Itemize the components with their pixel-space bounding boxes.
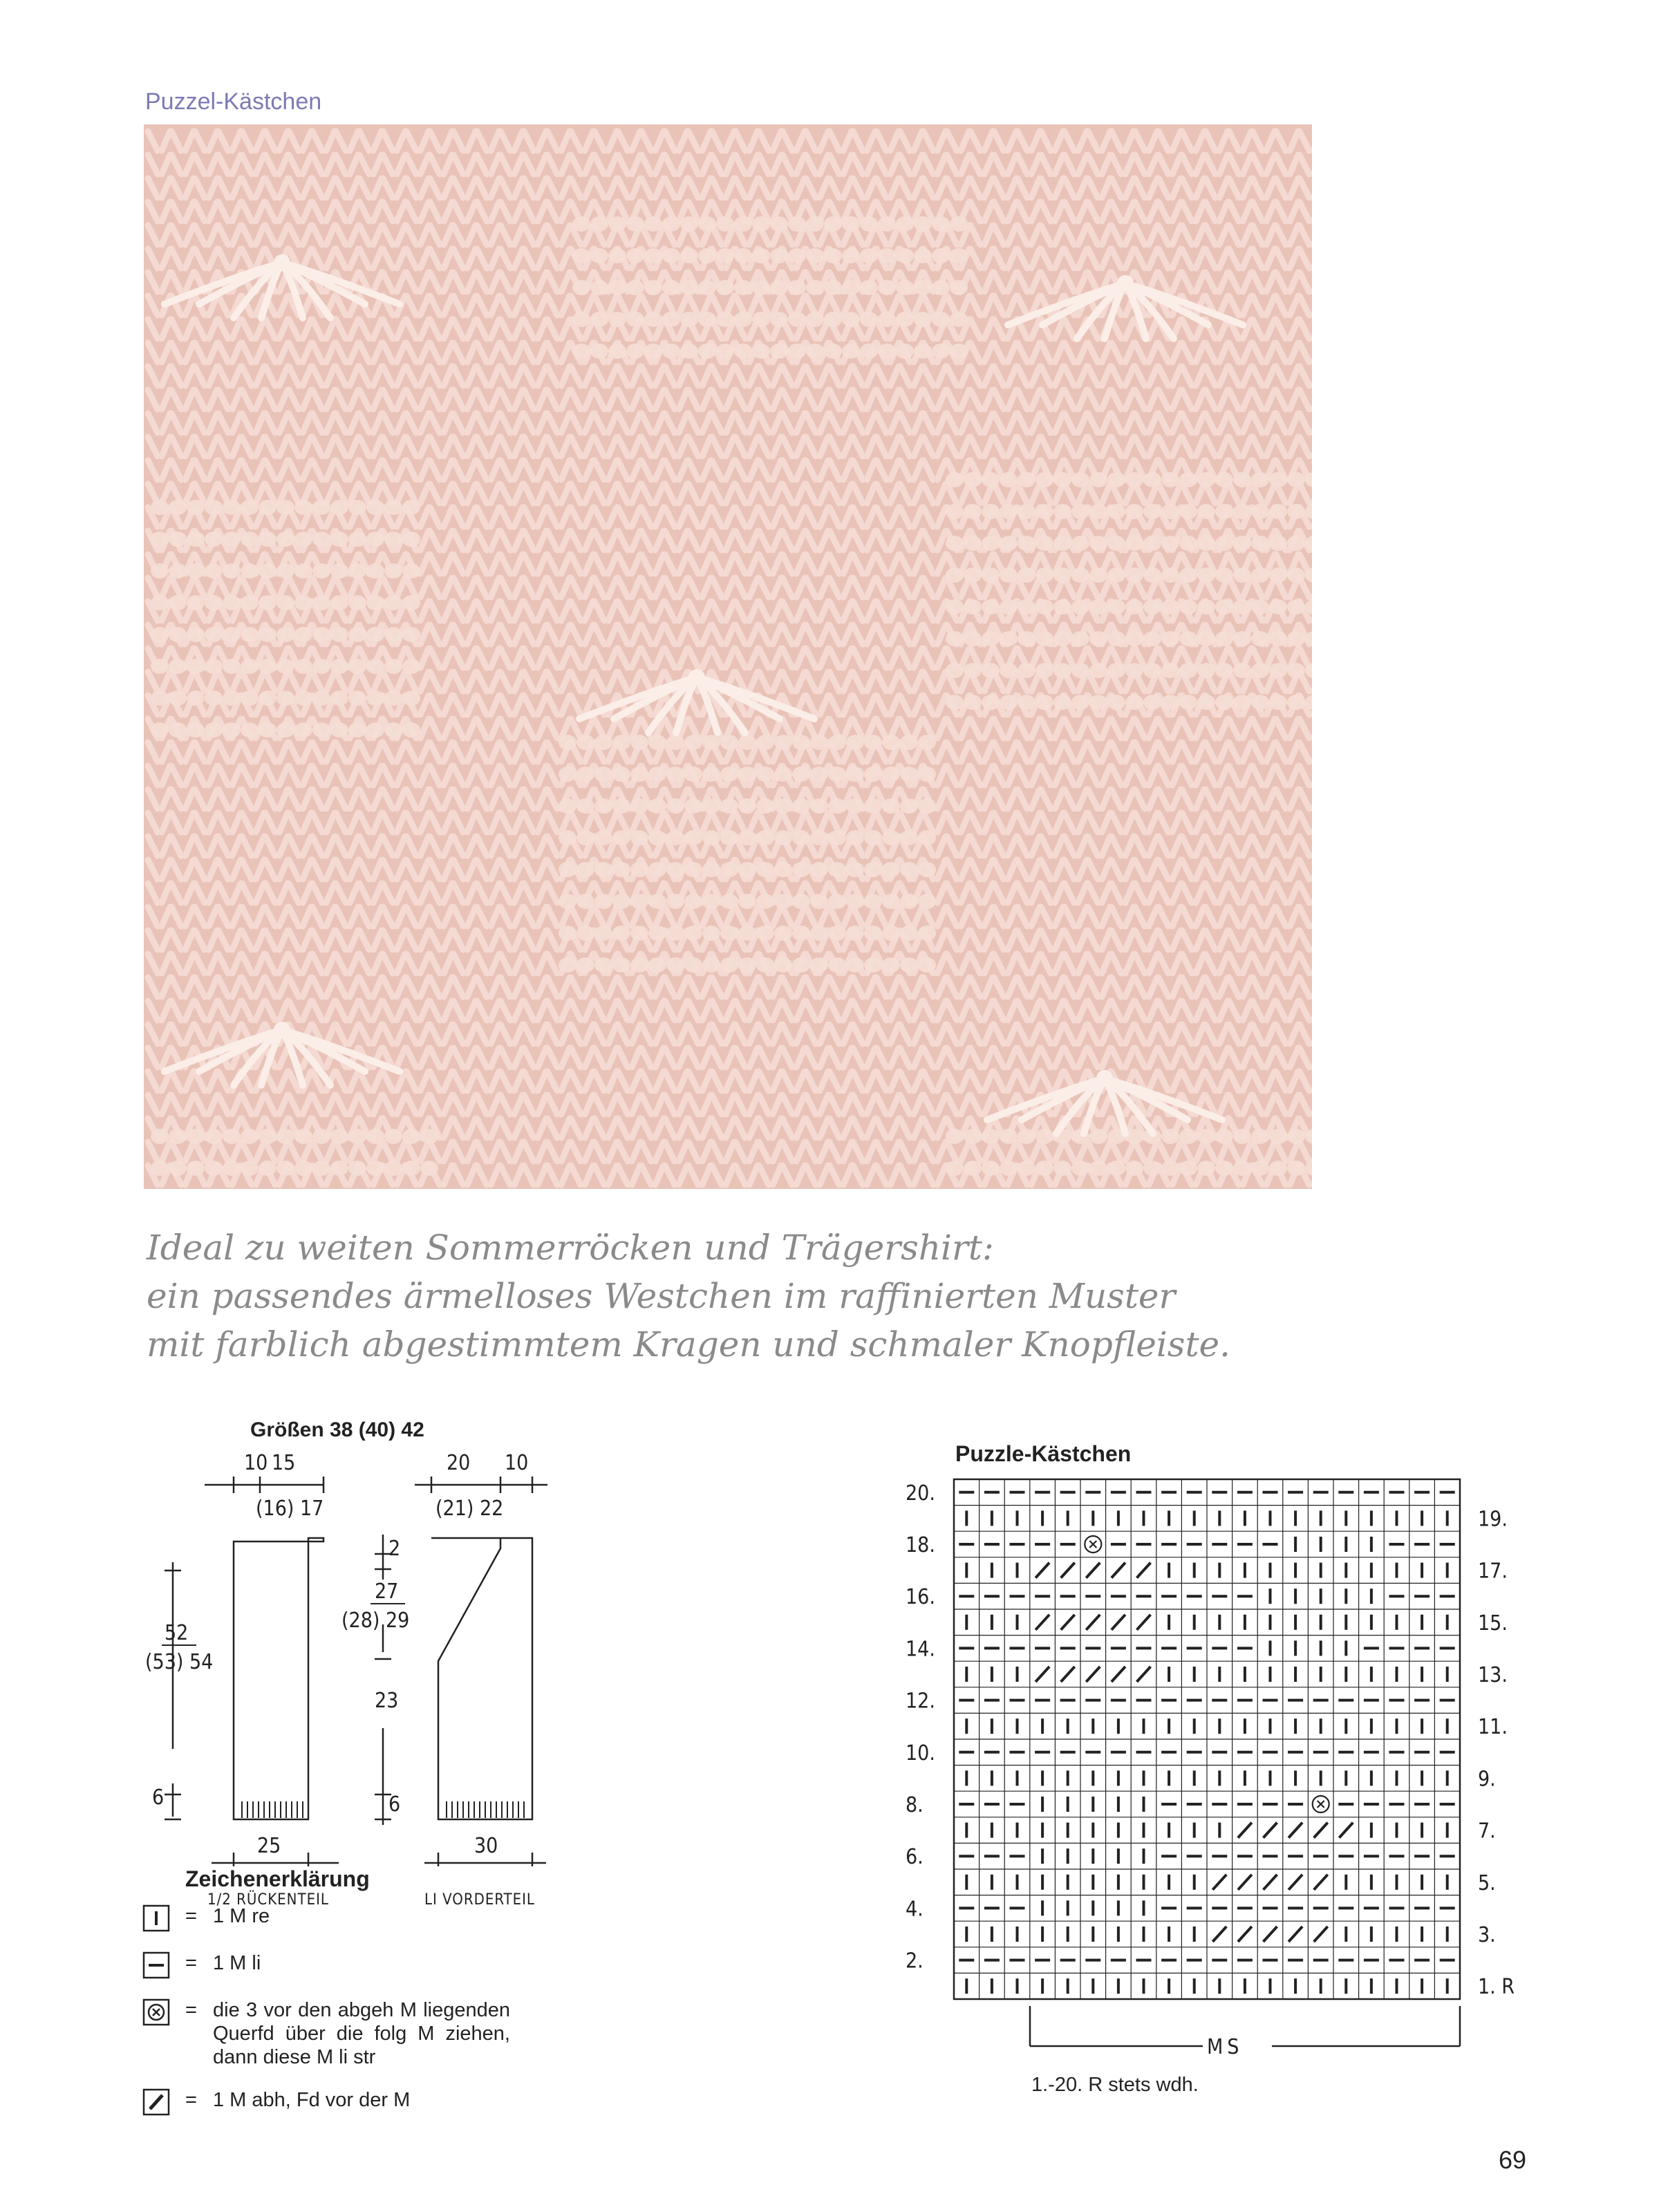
- chart-row-label: 4.: [906, 1897, 924, 1922]
- slip-stitch-icon: [1264, 1927, 1277, 1942]
- slip-stitch-icon: [1212, 1927, 1226, 1942]
- back-height-sizes: (53) 54: [145, 1650, 214, 1674]
- symbol-legend: [142, 1904, 529, 2135]
- garment-schematic: [145, 1452, 574, 1866]
- chart-row-label: 1. R: [1478, 1975, 1515, 2000]
- front-armhole-sizes: (28) 29: [341, 1609, 410, 1633]
- slip-stitch-icon: [1086, 1615, 1100, 1630]
- front-bottom-measure: 30: [474, 1834, 498, 1858]
- legend-purl-text: 1 M li: [213, 1952, 261, 1974]
- chart-right-row-labels: [1478, 1507, 1515, 1999]
- front-ribbing: [447, 1801, 524, 1818]
- slip-stitch-icon: [1112, 1667, 1125, 1682]
- back-piece-outline: [234, 1538, 324, 1819]
- chart-row-label: 20.: [906, 1481, 935, 1506]
- slip-stitch-icon: [1264, 1823, 1277, 1838]
- tagline-line-3: mit farblich abgestimmtem Kragen und schmaler Knopfleiste.: [147, 1324, 1231, 1365]
- page-number: 69: [1499, 2146, 1527, 2174]
- slip-stitch-icon: [1238, 1927, 1252, 1942]
- chart-title: Puzzle-Kästchen: [955, 1441, 1132, 1466]
- slip-stitch-icon: [1035, 1667, 1049, 1682]
- legend-equals: =: [185, 2089, 197, 2111]
- legend-title: Zeichenerklärung: [185, 1866, 370, 1891]
- slip-stitch-icon: [1238, 1875, 1252, 1890]
- slip-stitch-icon: [1112, 1615, 1125, 1630]
- slip-stitch-icon: [1288, 1875, 1302, 1890]
- slip-stitch-icon: [1137, 1615, 1151, 1630]
- slip-yarn-front-icon: [142, 2088, 170, 2116]
- front-armhole-measure: 27: [375, 1580, 399, 1604]
- legend-equals: =: [185, 1999, 197, 2021]
- tagline: [147, 1224, 1322, 1369]
- chart-row-label: 6.: [906, 1845, 924, 1870]
- knit-icon: [142, 1904, 170, 1932]
- purl-icon: [142, 1951, 170, 1979]
- slip-stitch-icon: [1137, 1563, 1151, 1578]
- legend-item-knit: [142, 1904, 529, 1932]
- slip-stitch-icon: [1061, 1615, 1075, 1630]
- slip-stitch-icon: [1086, 1667, 1100, 1682]
- legend-item-slip: [142, 2088, 529, 2116]
- slip-stitch-icon: [1288, 1823, 1302, 1838]
- slip-stitch-icon: [1339, 1823, 1353, 1838]
- chart-row-label: 13.: [1478, 1663, 1508, 1687]
- chart-row-label: 8.: [906, 1793, 924, 1817]
- chart-row-label: 18.: [906, 1533, 935, 1557]
- chart-row-label: 3.: [1478, 1923, 1496, 1947]
- slip-stitch-icon: [1086, 1563, 1100, 1578]
- cluster-stitch-icon: [1313, 1796, 1329, 1812]
- cluster-x-icon: [142, 1998, 170, 2026]
- back-piece-label: 1/2 RÜCKENTEIL: [207, 1891, 329, 1909]
- tagline-line-1: Ideal zu weiten Sommerröcken und Trägershirt:: [147, 1228, 994, 1268]
- front-piece-outline: [431, 1538, 532, 1819]
- chart-row-label: 14.: [906, 1637, 935, 1662]
- slip-stitch-icon: [1314, 1823, 1328, 1838]
- slip-stitch-icon: [1314, 1875, 1328, 1890]
- slip-stitch-icon: [1137, 1667, 1151, 1682]
- back-top-mid-measure: 15: [272, 1452, 296, 1475]
- chart-row-label: 16.: [906, 1585, 935, 1610]
- slip-stitch-icon: [1314, 1927, 1328, 1942]
- chart-row-label: 5.: [1478, 1871, 1496, 1895]
- back-height-measure: 52: [165, 1621, 189, 1645]
- knit-swatch-photo: [144, 124, 1312, 1189]
- legend-knit-text: 1 M re: [213, 1905, 270, 1927]
- chart-row-label: 11.: [1478, 1715, 1508, 1740]
- knitting-chart: [899, 1472, 1535, 2094]
- legend-cluster-text: die 3 vor den abgeh M liegenden Querfd über die folg M ziehen, dann diese M li str: [213, 1999, 510, 2068]
- chart-row-label: 7.: [1478, 1819, 1496, 1844]
- back-top-sizes: (16) 17: [256, 1497, 324, 1521]
- chart-row-label: 19.: [1478, 1507, 1508, 1532]
- chart-row-label: 15.: [1478, 1611, 1508, 1635]
- repeat-label: MS: [1207, 2035, 1244, 2059]
- back-ribbing: [242, 1801, 303, 1818]
- chart-row-label: 12.: [906, 1689, 935, 1714]
- pattern-kicker: Puzzel-Kästchen: [145, 88, 322, 115]
- cluster-stitch-icon: [1085, 1536, 1101, 1553]
- chart-row-label: 10.: [906, 1741, 935, 1765]
- chart-left-row-labels: [906, 1481, 935, 1974]
- tagline-line-2: ein passendes ärmelloses Westchen im raffinierten Muster: [147, 1276, 1176, 1316]
- chart-grid: [954, 1479, 1460, 1999]
- slip-stitch-icon: [1035, 1615, 1049, 1630]
- slip-stitch-icon: [1238, 1823, 1252, 1838]
- legend-equals: =: [185, 1952, 197, 1974]
- knit-texture: [144, 124, 1312, 1189]
- back-bottom-measure: 25: [257, 1834, 281, 1858]
- chart-row-label: 17.: [1478, 1559, 1508, 1584]
- chart-row-label: 2.: [906, 1949, 924, 1974]
- front-rib-measure: 6: [388, 1792, 401, 1817]
- front-top-right-measure: 10: [505, 1452, 529, 1475]
- slip-stitch-icon: [1061, 1667, 1075, 1682]
- back-top-left-measure: 10: [244, 1452, 268, 1475]
- slip-stitch-icon: [1112, 1563, 1125, 1578]
- chart-row-label: 9.: [1478, 1767, 1496, 1792]
- slip-stitch-icon: [1212, 1875, 1226, 1890]
- front-side-measure: 23: [375, 1689, 399, 1713]
- slip-stitch-icon: [1035, 1563, 1049, 1578]
- repeat-note: 1.-20. R stets wdh.: [1031, 2074, 1199, 2096]
- front-top-mid-measure: 20: [447, 1452, 471, 1475]
- legend-item-purl: [142, 1951, 529, 1979]
- slip-stitch-icon: [1288, 1927, 1302, 1942]
- front-top-sizes: (21) 22: [435, 1497, 504, 1521]
- front-shoulder-measure: 2: [388, 1537, 401, 1561]
- back-rib-measure: 6: [152, 1785, 165, 1810]
- legend-equals: =: [185, 1905, 197, 1927]
- legend-slip-text: 1 M abh, Fd vor der M: [213, 2089, 411, 2111]
- repeat-bracket: [1030, 2006, 1460, 2046]
- slip-stitch-icon: [1061, 1563, 1075, 1578]
- slip-stitch-icon: [1264, 1875, 1277, 1890]
- front-piece-label: LI VORDERTEIL: [424, 1891, 535, 1909]
- sizes-title: Größen 38 (40) 42: [250, 1418, 424, 1441]
- legend-item-cluster: [142, 1998, 529, 2069]
